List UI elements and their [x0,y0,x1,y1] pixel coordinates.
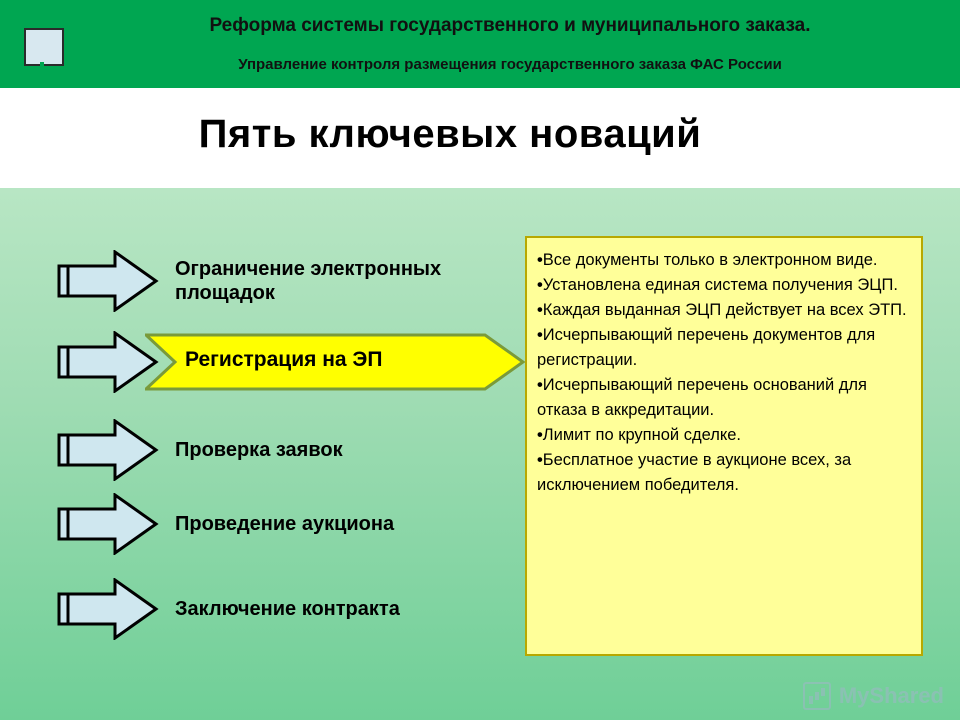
header-band [0,0,960,88]
note-item: •Исчерпывающий перечень документов для регистрации. [537,326,876,369]
arrow-icon-5 [55,578,160,640]
notes-box [525,236,923,656]
square-node-icon [24,28,64,66]
note-text: Установлена единая система получения ЭЦП. [542,276,898,294]
note-item: •Лимит по крупной сделке. [537,426,742,444]
note-item: •Установлена единая система получения ЭЦП. [537,276,898,294]
step-label-4: Проведение аукциона [175,513,395,535]
header-title: Реформа системы государственного и муниципального заказа. [209,15,811,36]
presentation-icon [803,682,831,710]
arrow-icon-4 [55,493,160,555]
step-label-2: Регистрация на ЭП [185,348,383,371]
note-text: Исчерпывающий перечень оснований для отказа в аккредитации. [537,376,867,419]
header-subtitle: Управление контроля размещения государственного заказа ФАС России [238,56,782,73]
note-item: •Исчерпывающий перечень оснований для отказа в аккредитации. [537,376,867,419]
arrow-icon-1 [55,250,160,312]
note-text: Лимит по крупной сделке. [542,426,742,444]
watermark-label: MyShared [838,683,944,708]
note-text: Исчерпывающий перечень документов для регистрации. [537,326,876,369]
arrow-icon-3 [55,419,160,481]
step-label-5: Заключение контракта [175,598,400,620]
note-item: •Все документы только в электронном виде. [537,251,878,269]
note-text: Все документы только в электронном виде. [542,251,878,269]
step-label-3: Проверка заявок [175,439,343,461]
note-item: •Каждая выданная ЭЦП действует на всех ЭТП. [537,301,907,319]
note-item: •Бесплатное участие в аукционе всех, за исключением победителя. [537,451,852,494]
note-text: Бесплатное участие в аукционе всех, за исключением победителя. [537,451,852,494]
watermark [803,682,944,710]
step-label-1: Ограничение электронных площадок [175,258,442,304]
note-text: Каждая выданная ЭЦП действует на всех ЭТП. [542,301,907,319]
page-title: Пять ключевых новаций [198,112,702,156]
